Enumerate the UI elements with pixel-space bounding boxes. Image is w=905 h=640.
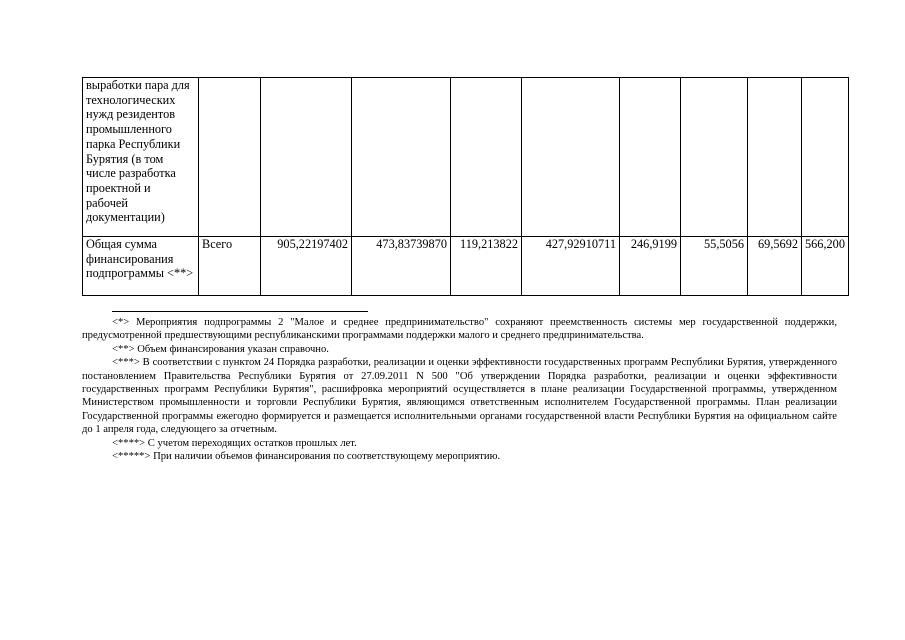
- financing-table: [82, 77, 849, 296]
- table-cell: [199, 78, 261, 237]
- table-cell-value: 566,200: [802, 237, 849, 296]
- footnotes: [82, 316, 837, 463]
- footnote: <**> Объем финансирования указан справочно.: [112, 343, 329, 355]
- footnote: <*****> При наличии объемов финансирования по соответствующему мероприятию.: [112, 451, 501, 463]
- table-cell: [451, 78, 522, 237]
- footnote: <****> С учетом переходящих остатков прошлых лет.: [112, 437, 357, 449]
- table-cell-value: 905,22197402: [261, 237, 352, 296]
- table-row: [83, 237, 849, 296]
- table-cell-value: 119,213822: [451, 237, 522, 296]
- footnote-separator: [112, 311, 368, 312]
- table-cell: [748, 78, 802, 237]
- table-cell: [681, 78, 748, 237]
- table-cell: [352, 78, 451, 237]
- footnote: <***> В соответствии с пунктом 24 Порядка разработки, реализации и оценки эффективности государственных программ Республики Бурятия, утвержденного постановлением Правительства Республики Бурятия от 27.09.2011 N 500 "Об утверждении Порядка разработки, реализации и оценки эффективности государственных программ Республики Бурятия", расшифровка мероприятий осуществляется в плане реализации Государственной программы, утвержденном Министерством промышленности и торговли Республики Бурятия, являющимся ответственным исполнителем Государственной программы. План реализации Государственной программы ежегодно формируется и размещается исполнительными органами государственной власти Республики Бурятия на официальном сайте до 1 апреля года, следующего за отчетным.: [82, 357, 837, 436]
- table-cell-value: 246,9199: [620, 237, 681, 296]
- table-cell-value: 69,5692: [748, 237, 802, 296]
- table-row: [83, 78, 849, 237]
- table-cell-value: 55,5056: [681, 237, 748, 296]
- table-cell: [261, 78, 352, 237]
- footnote: <*> Мероприятия подпрограммы 2 "Малое и среднее предпринимательство" сохраняют преемственность системы мер государственной поддержки, предусмотренной предшествующими республиканскими программами поддержки малого и среднего предпринимательства.: [82, 317, 837, 342]
- table-cell: [620, 78, 681, 237]
- table-cell: выработки пара для технологических нужд резидентов промышленного парка Республики Бурятия (в том числе разработка проектной и рабочей документации): [83, 78, 199, 237]
- table-cell: [802, 78, 849, 237]
- table-cell-value: 427,92910711: [522, 237, 620, 296]
- table-cell-label: Общая сумма финансирования подпрограммы <**>: [83, 237, 199, 296]
- table-cell-type: Всего: [199, 237, 261, 296]
- table-cell-value: 473,83739870: [352, 237, 451, 296]
- table-cell: [522, 78, 620, 237]
